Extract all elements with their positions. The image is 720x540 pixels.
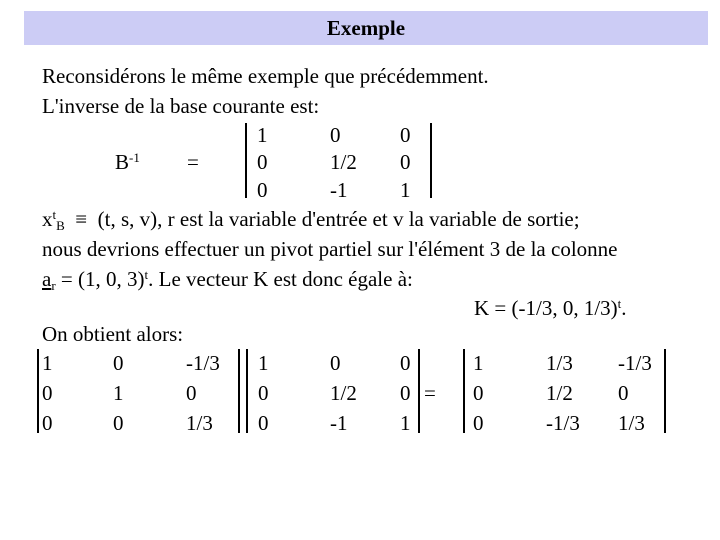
ar-line: $a_r = (1$, 0, 3)$^t$. Le vecteur K est donc égale à: <box>42 267 413 293</box>
matrix-cell: 1 <box>258 351 269 375</box>
binv-label: $B^{-1}$ <box>115 150 140 174</box>
matrix-cell: 1 <box>473 351 484 375</box>
binv-right-bracket <box>430 123 432 198</box>
matrix-cell: 1/3 <box>546 351 573 375</box>
matrix-cell: 1/3 <box>618 411 645 435</box>
matrix-cell: 1 <box>400 411 411 435</box>
k-vector: K = (-1/3, 0, 1/3)$^t$. <box>474 296 627 320</box>
binv-left-bracket <box>245 123 247 198</box>
matrix-cell: 0 <box>113 411 124 435</box>
m2-left-bracket <box>246 349 248 433</box>
matrix-cell: 0 <box>330 123 341 147</box>
slide-title-bar <box>24 11 708 45</box>
matrix-cell: -1 <box>330 411 348 435</box>
matrix-cell: 0 <box>257 150 268 174</box>
matrix-cell: 1 <box>113 381 124 405</box>
pivot-line: nous devrions effectuer un pivot partiel sur l'élément 3 de la colonne <box>42 237 618 261</box>
matrix-cell: -1/3 <box>546 411 580 435</box>
matrix-cell: 0 <box>400 381 411 405</box>
m1-left-bracket <box>37 349 39 433</box>
matrix-cell: 1/2 <box>330 150 357 174</box>
matrix-cell: 0 <box>400 123 411 147</box>
matrix-cell: 1/2 <box>330 381 357 405</box>
matrix-cell: 0 <box>330 351 341 375</box>
obtient-line: On obtient alors: <box>42 322 184 346</box>
matrix-cell: 1/3 <box>186 411 213 435</box>
matrix-cell: 0 <box>42 381 53 405</box>
matrix-cell: 0 <box>258 411 269 435</box>
matrix-cell: -1/3 <box>618 351 652 375</box>
matrix-cell: 0 <box>113 351 124 375</box>
matrix-cell: 1 <box>400 178 411 202</box>
matrix-cell: 0 <box>473 381 484 405</box>
matrix-cell: 0 <box>618 381 629 405</box>
matrix-cell: 0 <box>257 178 268 202</box>
matrix-cell: 0 <box>473 411 484 435</box>
equation-equals: = <box>424 381 436 405</box>
matrix-cell: 0 <box>400 351 411 375</box>
matrix-cell: 0 <box>258 381 269 405</box>
m2-right-bracket <box>418 349 420 433</box>
matrix-cell: 1 <box>42 351 53 375</box>
matrix-cell: -1 <box>330 178 348 202</box>
m3-right-bracket <box>664 349 666 433</box>
matrix-cell: 1/2 <box>546 381 573 405</box>
matrix-cell: 0 <box>400 150 411 174</box>
m3-left-bracket <box>463 349 465 433</box>
matrix-cell: 0 <box>186 381 197 405</box>
inverse-line: L'inverse de la base courante est: <box>42 94 320 118</box>
matrix-cell: -1/3 <box>186 351 220 375</box>
binv-equals: = <box>187 150 199 174</box>
m1-right-bracket <box>238 349 240 433</box>
matrix-cell: 0 <box>42 411 53 435</box>
intro-line: Reconsidérons le même exemple que précédemment. <box>42 64 489 88</box>
matrix-cell: 1 <box>257 123 268 147</box>
xtb-line: $x^t_B \equiv (t$, s, v), r est la variable d'entrée et v la variable de sortie; <box>42 207 580 233</box>
slide-title: Exemple <box>326 16 406 40</box>
